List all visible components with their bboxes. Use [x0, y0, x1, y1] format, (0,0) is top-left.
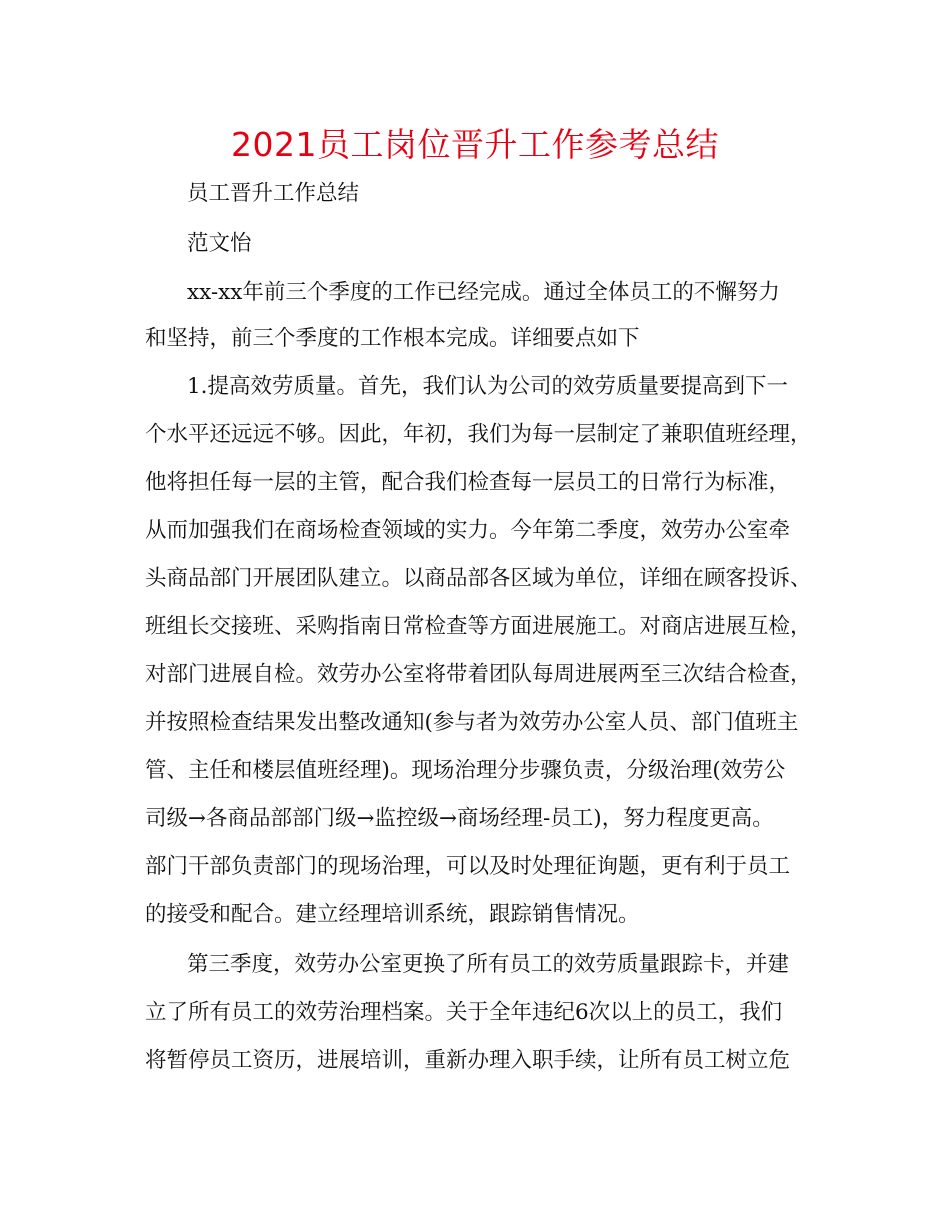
- paragraph-line: 1.提高效劳质量。首先，我们认为公司的效劳质量要提高到下一: [187, 374, 789, 399]
- document-title: 2021员工岗位晋升工作参考总结: [231, 125, 719, 164]
- paragraph-line: 第三季度，效劳办公室更换了所有员工的效劳质量跟踪卡，并建: [187, 952, 790, 977]
- paragraph-line: 的接受和配合。建立经理培训系统，跟踪销售情况。: [145, 902, 640, 927]
- paragraph-line: xx-xx年前三个季度的工作已经完成。通过全体员工的不懈努力: [187, 280, 780, 305]
- paragraph-line: 司级→各商品部部门级→监控级→商场经理-员工)，努力程度更高。: [145, 806, 774, 831]
- paragraph-line: 部门干部负责部门的现场治理，可以及时处理征询题，更有利于员工: [145, 854, 791, 879]
- paragraph-line: 将暂停员工资历，进展培训，重新办理入职手续，让所有员工树立危: [145, 1048, 791, 1073]
- paragraph-line: 个水平还远远不够。因此，年初，我们为每一层制定了兼职值班经理，: [145, 422, 812, 447]
- subtitle-line: 员工晋升工作总结: [187, 181, 360, 206]
- paragraph-line: 并按照检查结果发出整改通知(参与者为效劳办公室人员、部门值班主: [145, 710, 799, 735]
- paragraph-line: 头商品部门开展团队建立。以商品部各区域为单位，详细在顾客投诉、: [145, 566, 812, 591]
- paragraph-line: 他将担任每一层的主管，配合我们检查每一层员工的日常行为标准，: [145, 470, 791, 495]
- paragraph-line: 班组长交接班、采购指南日常检查等方面进展施工。对商店进展互检，: [145, 614, 812, 639]
- paragraph-line: 从而加强我们在商场检查领域的实力。今年第二季度，效劳办公室牵: [145, 518, 791, 543]
- paragraph-line: 对部门进展自检。效劳办公室将带着团队每周进展两至三次结合检查，: [145, 662, 812, 687]
- paragraph-line: 立了所有员工的效劳治理档案。关于全年违纪6次以上的员工，我们: [145, 1000, 783, 1025]
- author-line: 范文怡: [187, 231, 252, 256]
- paragraph-line: 管、主任和楼层值班经理)。现场治理分步骤负责，分级治理(效劳公: [145, 758, 786, 783]
- paragraph-line: 和坚持，前三个季度的工作根本完成。详细要点如下: [145, 326, 640, 351]
